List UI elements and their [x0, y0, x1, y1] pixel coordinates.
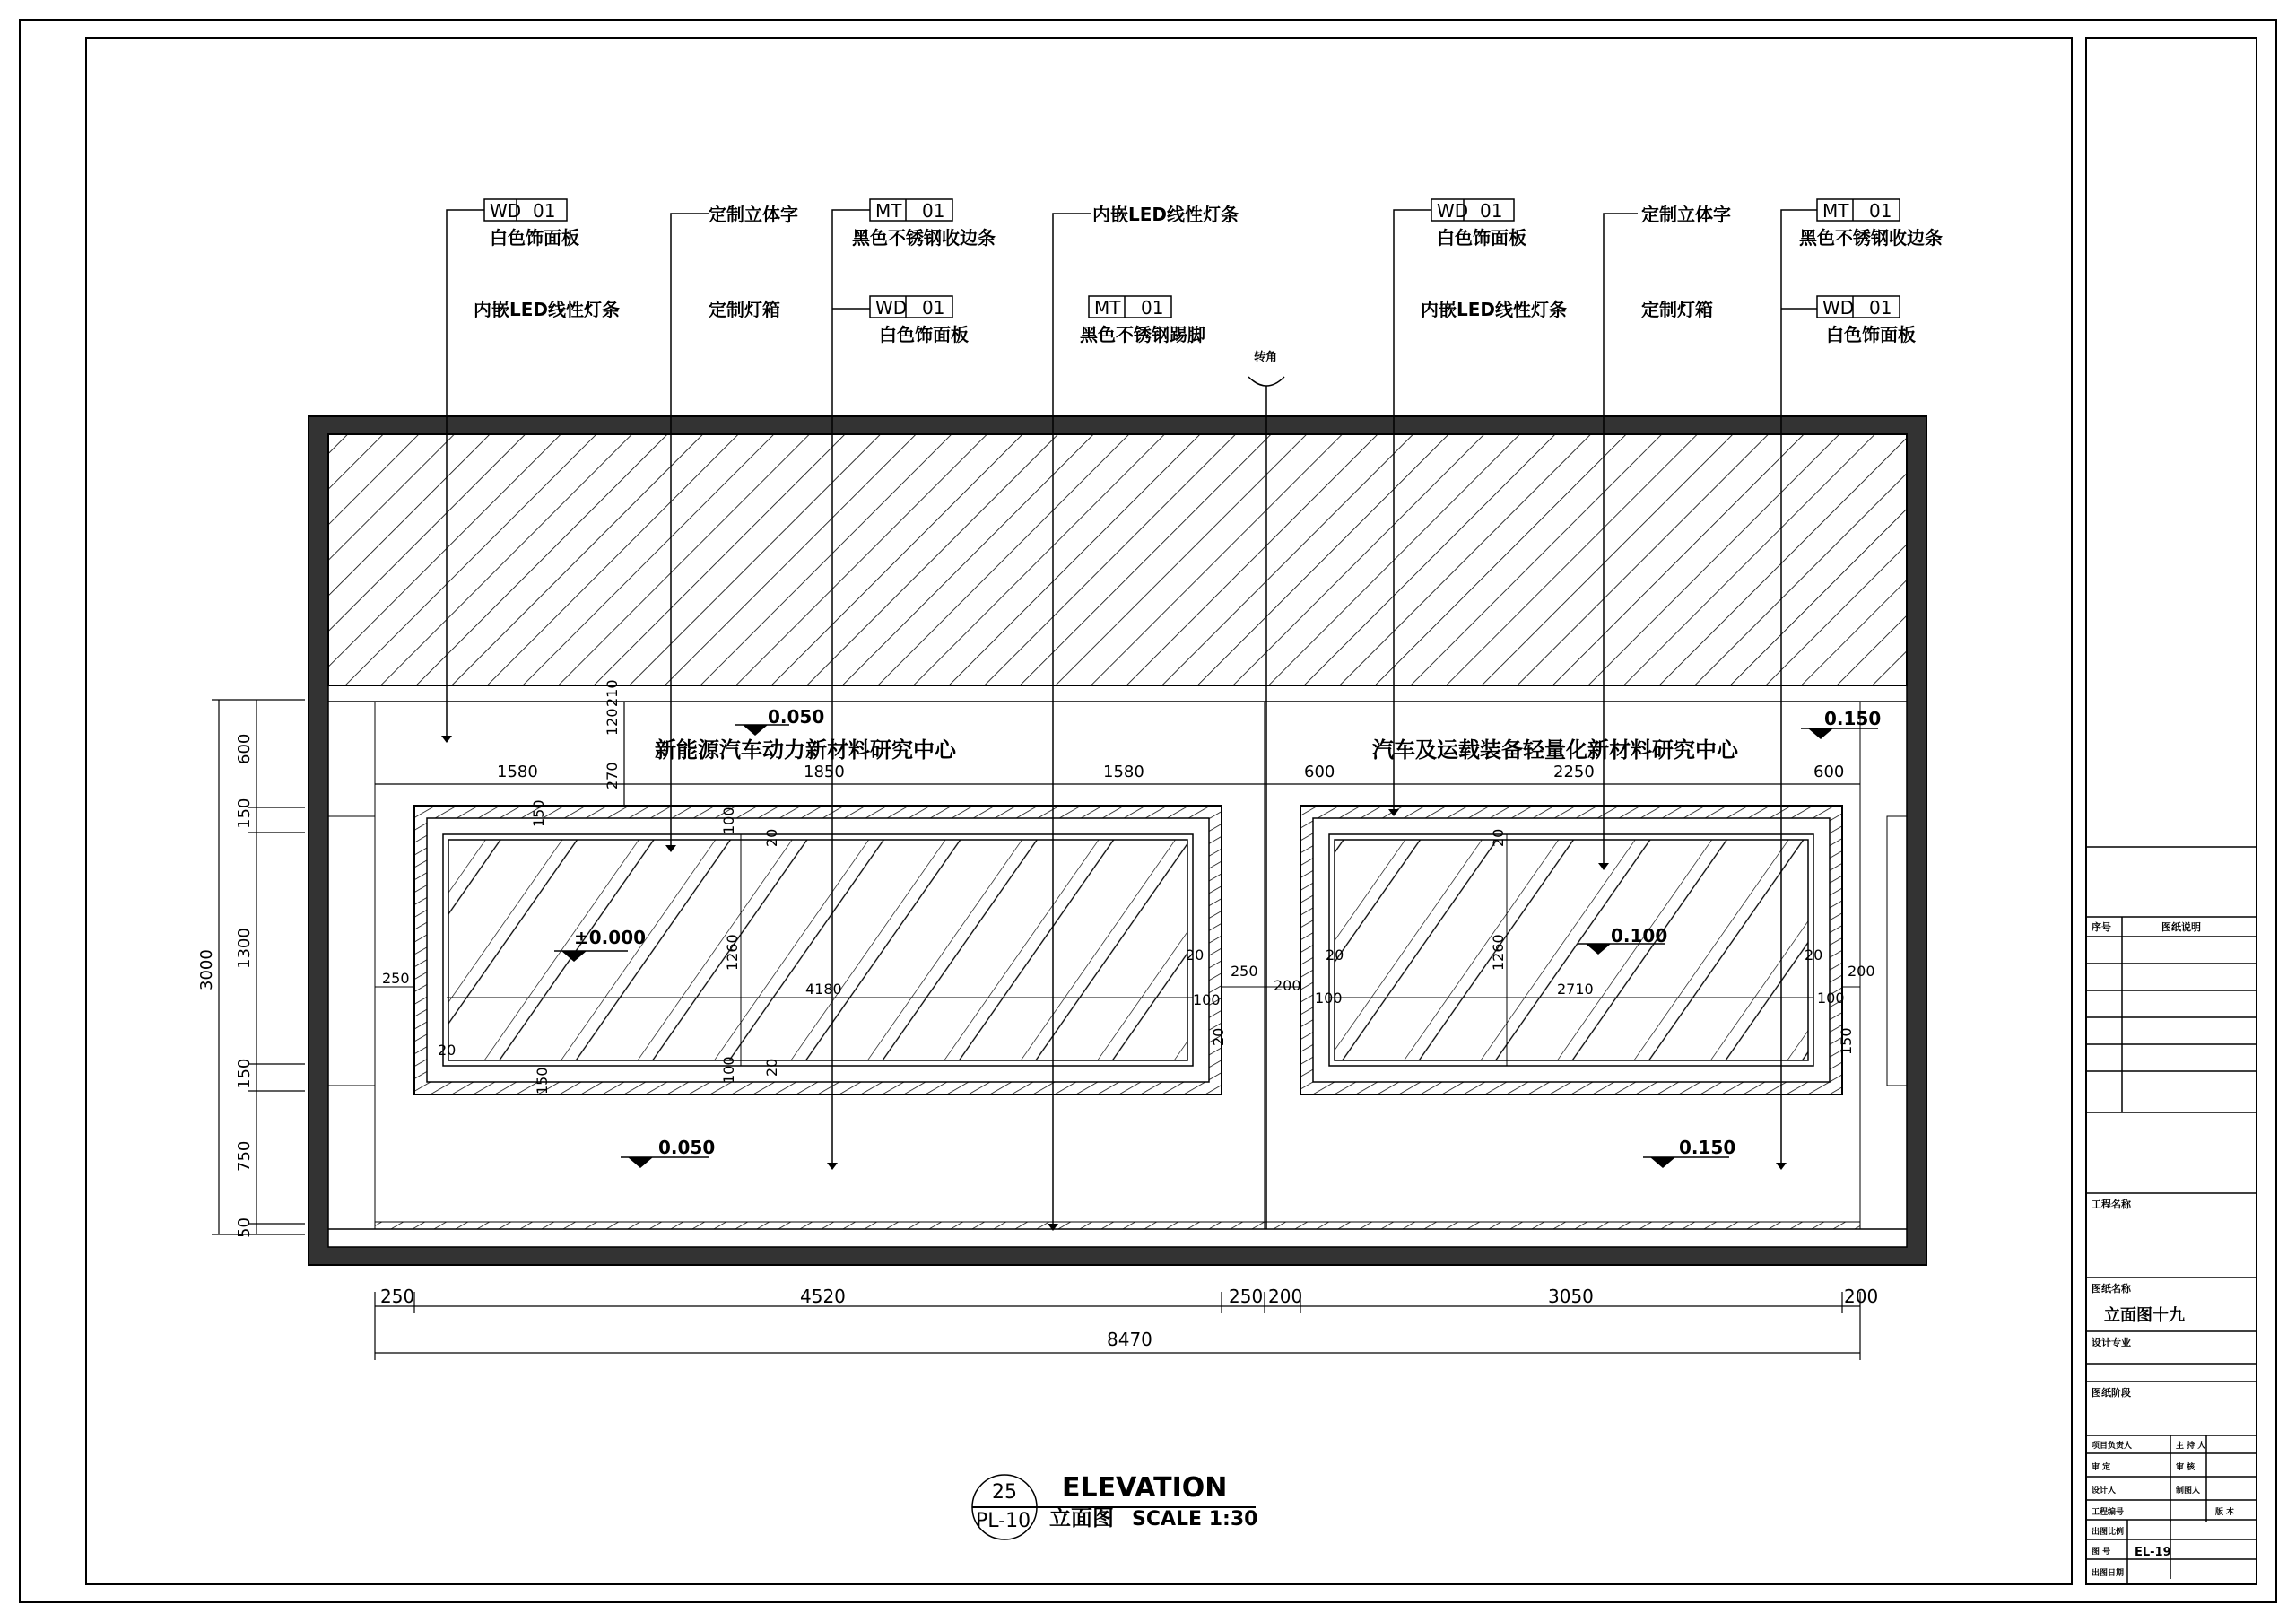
dim-in-1260b: 1260	[1490, 934, 1507, 971]
tb-h2: 图纸说明	[2161, 921, 2201, 933]
c5-name: 白色饰面板	[1437, 227, 1526, 249]
c5-note: 内嵌LED线性灯条	[1421, 299, 1568, 320]
dim-top-1850: 1850	[804, 763, 845, 781]
level-left-top: 0.050	[768, 706, 825, 728]
level-left-mid: ±0.000	[574, 927, 647, 948]
sign-right: 汽车及运载装备轻量化新材料研究中心	[1372, 737, 1738, 763]
dim-b-3050: 3050	[1548, 1286, 1594, 1307]
dim-in-100e: 100	[1817, 990, 1845, 1007]
title-scale: SCALE 1:30	[1132, 1508, 1258, 1530]
dim-in-2710: 2710	[1557, 981, 1594, 998]
dim-b-200b: 200	[1844, 1286, 1879, 1307]
dim-in-20d: 20	[1186, 946, 1205, 964]
c3-code2-b: 01	[922, 297, 945, 318]
dim-in-150b: 150	[534, 1067, 551, 1094]
dim-b-4520: 4520	[800, 1286, 846, 1307]
tb-stage: 图纸阶段	[2092, 1387, 2131, 1399]
dim-v-150a: 150	[235, 798, 254, 829]
tb-drawing-name: 立面图十九	[2104, 1306, 2185, 1325]
dim-in-150c: 150	[1838, 1027, 1855, 1055]
c3-code2-a: WD	[875, 297, 908, 318]
title-en: ELEVATION	[1062, 1472, 1228, 1504]
dim-in-20f: 20	[1326, 946, 1344, 964]
dim-b-8470: 8470	[1107, 1329, 1152, 1350]
title-number: 25	[992, 1481, 1017, 1504]
c1-name: 白色饰面板	[490, 227, 579, 249]
title-cn: 立面图	[1049, 1505, 1114, 1530]
dim-v-150b: 150	[235, 1058, 254, 1089]
c3-name: 黑色不锈钢收边条	[852, 227, 996, 249]
tb-r2a: 审 定	[2092, 1463, 2111, 1472]
c7-name2: 白色饰面板	[1826, 324, 1916, 345]
c1-note: 内嵌LED线性灯条	[474, 299, 621, 320]
level-right-bottom: 0.150	[1679, 1137, 1736, 1158]
tb-r1a: 项目负责人	[2092, 1442, 2133, 1451]
dim-in-20e: 20	[1210, 1027, 1227, 1046]
dim-in-20b: 20	[438, 1042, 457, 1059]
dim-in-150a: 150	[530, 799, 547, 827]
dim-in-250b: 250	[1231, 963, 1258, 980]
corner-label: 转角	[1254, 351, 1278, 364]
tb-h1: 序号	[2092, 921, 2111, 933]
c7-code2-b: 01	[1869, 297, 1892, 318]
dim-b-250a: 250	[380, 1286, 415, 1307]
dim-270: 270	[604, 762, 621, 789]
tb-r3b: 制图人	[2176, 1487, 2201, 1496]
tb-r6b: EL-19	[2135, 1546, 2171, 1559]
c4-name2: 黑色不锈钢踢脚	[1080, 324, 1205, 345]
tb-r1b: 主 持 人	[2176, 1442, 2206, 1451]
dim-in-20c: 20	[763, 1058, 780, 1077]
sign-left: 新能源汽车动力新材料研究中心	[655, 737, 956, 763]
dim-in-100a: 100	[720, 807, 737, 834]
dim-top-600a: 600	[1304, 763, 1335, 781]
level-right-top: 0.150	[1824, 708, 1882, 729]
c2-name: 定制立体字	[709, 204, 798, 225]
c4-code-a: MT	[1094, 297, 1121, 318]
bulkhead-hatch	[328, 434, 1907, 685]
dim-top-1580a: 1580	[497, 763, 538, 781]
left-lightbox	[414, 806, 1222, 1094]
c5-code-b: 01	[1480, 200, 1503, 222]
c5-code-a: WD	[1437, 200, 1469, 222]
dim-120: 120	[604, 708, 621, 736]
c4-name: 内嵌LED线性灯条	[1092, 204, 1239, 225]
tb-major: 设计专业	[2092, 1337, 2131, 1348]
dim-in-20g: 20	[1490, 828, 1507, 847]
drawing-title	[972, 1472, 1257, 1539]
title-sheet: PL-10	[976, 1510, 1031, 1532]
c1-code-a: WD	[490, 200, 522, 222]
tb-r3a: 设计人	[2092, 1487, 2117, 1496]
right-lightbox	[1300, 806, 1842, 1094]
titleblock-grid	[2086, 847, 2257, 1584]
dim-b-250b: 250	[1229, 1286, 1264, 1307]
c3-code-a: MT	[875, 200, 902, 222]
dim-in-20a: 20	[763, 828, 780, 847]
dim-v-750: 750	[235, 1140, 254, 1172]
c3-name2: 白色饰面板	[879, 324, 969, 345]
c3-code-b: 01	[922, 200, 945, 222]
tb-r4a: 工程编号	[2092, 1508, 2125, 1517]
tb-drawing-label: 图纸名称	[2092, 1283, 2131, 1295]
dim-b-200a: 200	[1268, 1286, 1303, 1307]
c7-name: 黑色不锈钢收边条	[1799, 227, 1943, 249]
dim-in-1260a: 1260	[724, 934, 741, 971]
dim-in-20h: 20	[1805, 946, 1823, 964]
tb-r2b: 审 核	[2176, 1463, 2196, 1472]
c7-code-a: MT	[1822, 200, 1849, 222]
dim-in-100d: 100	[1315, 990, 1343, 1007]
dim-v-1300: 1300	[235, 928, 254, 969]
tb-r7a: 出图日期	[2092, 1569, 2125, 1578]
tb-r5a: 出图比例	[2092, 1528, 2125, 1537]
c1-code-b: 01	[533, 200, 556, 222]
dim-top-2250: 2250	[1553, 763, 1595, 781]
c7-code2-a: WD	[1822, 297, 1855, 318]
dim-in-4180: 4180	[805, 981, 842, 998]
dim-v-50: 50	[235, 1217, 254, 1238]
c7-code-b: 01	[1869, 200, 1892, 222]
dim-in-100b: 100	[720, 1056, 737, 1084]
dim-in-250a: 250	[382, 970, 410, 987]
level-right-mid: 0.100	[1611, 925, 1668, 946]
dim-in-200b: 200	[1848, 963, 1875, 980]
dim-top-1580b: 1580	[1103, 763, 1144, 781]
dim-210: 210	[604, 679, 621, 707]
tb-r4b: 版 本	[2215, 1508, 2235, 1517]
tb-project-label: 工程名称	[2092, 1199, 2131, 1210]
c4-code-b: 01	[1141, 297, 1164, 318]
level-left-bottom: 0.050	[658, 1137, 716, 1158]
skirting	[375, 1222, 1860, 1229]
dim-v-600: 600	[235, 733, 254, 764]
tb-r6a: 图 号	[2092, 1548, 2111, 1557]
c2-note: 定制灯箱	[709, 299, 780, 320]
c6-name: 定制立体字	[1641, 204, 1731, 225]
titleblock-border	[2086, 38, 2257, 1584]
dim-in-200a: 200	[1274, 977, 1301, 994]
corner-symbol	[1248, 377, 1284, 386]
c6-note: 定制灯箱	[1641, 299, 1713, 320]
dim-top-600b: 600	[1813, 763, 1845, 781]
dim-v-3000: 3000	[197, 949, 216, 990]
dim-in-100c: 100	[1193, 991, 1221, 1008]
